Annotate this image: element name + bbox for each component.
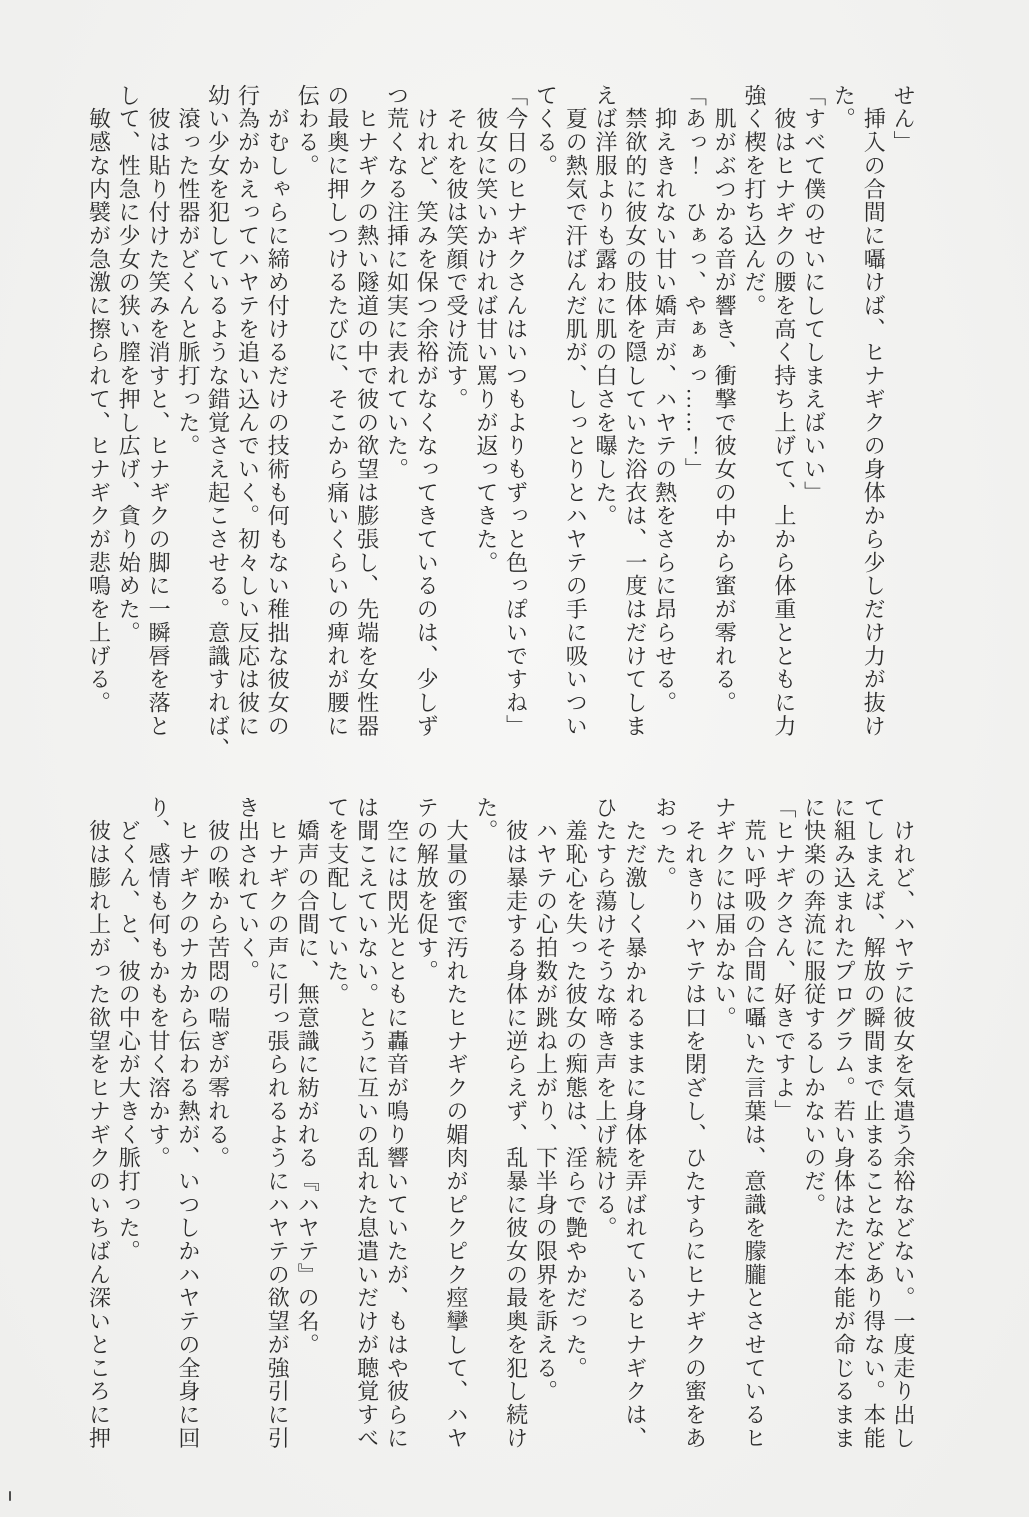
text-column: てくる。 [533, 84, 559, 178]
text-column: それきりハヤテは口を閉ざし、ひたすらにヒナギクの蜜をあ [682, 796, 708, 1450]
text-column: に組み込まれたプログラム。若い身体はただ本能が命じるまま [831, 796, 857, 1450]
text-column: てしまえば、解放の瞬間まで止まることなどあり得ない。本能 [861, 796, 887, 1450]
text-column: 挿入の合間に囁けば、ヒナギクの身体から少しだけ力が抜け [861, 84, 887, 738]
text-column: 強く楔を打ち込んだ。 [742, 84, 768, 318]
text-column: 禁欲的に彼女の肢体を隠していた浴衣は、一度はだけてしま [622, 84, 648, 738]
text-column: 彼女に笑いかければ甘い罵りが返ってきた。 [473, 84, 499, 575]
text-column: た。 [831, 84, 857, 131]
text-column: ヒナギクのナカから伝わる熱が、いつしかハヤテの全身に回 [175, 796, 201, 1450]
text-column: して、性急に少女の狭い膣を押し広げ、貪り始めた。 [116, 84, 142, 645]
text-column: 「あっ！ ひぁっ、やぁぁっ……！」 [682, 84, 708, 481]
text-column: り、感情も何もかもを甘く溶かす。 [146, 796, 172, 1170]
text-column: 大量の蜜で汚れたヒナギクの媚肉がピクピク痙攣して、ハヤ [444, 796, 470, 1450]
text-column: つ荒くなる注挿に如実に表れていた。 [384, 84, 410, 481]
text-column: 彼はヒナギクの腰を高く持ち上げて、上から体重とともに力 [771, 84, 797, 738]
upper-text-tier [84, 84, 918, 762]
text-column: 嬌声の合間に、無意識に紡がれる『ハヤテ』の名。 [295, 796, 321, 1357]
text-column: 「すべて僕のせいにしてしまえばいい」 [801, 84, 827, 505]
text-column: それを彼は笑顔で受け流す。 [444, 84, 470, 411]
text-column: 夏の熱気で汗ばんだ肌が、しっとりとハヤテの手に吸いつい [563, 84, 589, 738]
text-column: ナギクには届かない。 [712, 796, 738, 1030]
text-column: おった。 [652, 796, 678, 890]
text-column: 肌がぶつかる音が響き、衝撃で彼女の中から蜜が零れる。 [712, 84, 738, 715]
text-column: ヒナギクの熱い隧道の中で彼の欲望は膨張し、先端を女性器 [354, 84, 380, 738]
text-column: テの解放を促す。 [414, 796, 440, 983]
lower-text-tier [84, 796, 918, 1458]
text-column: 行為がかえってハヤテを追い込んでいく。初々しい反応は彼に [235, 84, 261, 738]
text-column: 空には閃光とともに轟音が鳴り響いていたが、もはや彼らに [384, 796, 410, 1450]
text-column: 「今日のヒナギクさんはいつもよりもずっと色っぽいですね」 [503, 84, 529, 738]
text-column: えば洋服よりも露わに肌の白さを曝した。 [593, 84, 619, 528]
text-column: てを支配していた。 [324, 796, 350, 1007]
text-column: 彼は貼り付けた笑みを消すと、ヒナギクの脚に一瞬唇を落と [146, 84, 172, 738]
text-column: 敏感な内襞が急激に擦られて、ヒナギクが悲鳴を上げる。 [86, 84, 112, 715]
text-column: に快楽の奔流に服従するしかないのだ。 [801, 796, 827, 1217]
text-column: 荒い呼吸の合間に囁いた言葉は、意識を朦朧とさせているヒ [742, 796, 768, 1450]
scan-artifact-mark [9, 1491, 11, 1501]
text-column: けれど、笑みを保つ余裕がなくなってきているのは、少しず [414, 84, 440, 738]
text-column: 幼い少女を犯しているような錯覚さえ起こさせる。意識すれば、 [205, 84, 231, 762]
text-column: た。 [473, 796, 499, 843]
text-column: どくん、と、彼の中心が大きく脈打った。 [116, 796, 142, 1263]
text-column: 滾った性器がどくんと脈打った。 [175, 84, 201, 458]
text-column: 羞恥心を失った彼女の痴態は、淫らで艶やかだった。 [563, 796, 589, 1380]
text-column: けれど、ハヤテに彼女を気遣う余裕などない。一度走り出し [891, 796, 916, 1450]
text-column: せん」 [891, 84, 916, 155]
text-column: の最奥に押しつけるたびに、そこから痛いくらいの痺れが腰に [324, 84, 350, 738]
text-column: 彼は暴走する身体に逆らえず、乱暴に彼女の最奥を犯し続け [503, 796, 529, 1450]
text-column: ひたすら蕩けそうな啼き声を上げ続ける。 [593, 796, 619, 1240]
text-column: ただ激しく暴かれるままに身体を弄ばれているヒナギクは、 [622, 796, 648, 1450]
text-column: き出されていく。 [235, 796, 261, 983]
text-column: 伝わる。 [295, 84, 321, 178]
text-column: ハヤテの心拍数が跳ね上がり、下半身の限界を訴える。 [533, 796, 559, 1404]
text-column: がむしゃらに締め付けるだけの技術も何もない稚拙な彼女の [265, 84, 291, 738]
text-column: ヒナギクの声に引っ張られるようにハヤテの欲望が強引に引 [265, 796, 291, 1450]
text-column: 抑えきれない甘い嬌声が、ハヤテの熱をさらに昂らせる。 [652, 84, 678, 715]
text-column: 「ヒナギクさん、好きですよ」 [771, 796, 797, 1123]
text-column: 彼の喉から苦悶の喘ぎが零れる。 [205, 796, 231, 1170]
text-column: 彼は膨れ上がった欲望をヒナギクのいちばん深いところに押 [86, 796, 112, 1450]
text-column: は聞こえていない。とうに互いの乱れた息遣いだけが聴覚すべ [354, 796, 380, 1450]
